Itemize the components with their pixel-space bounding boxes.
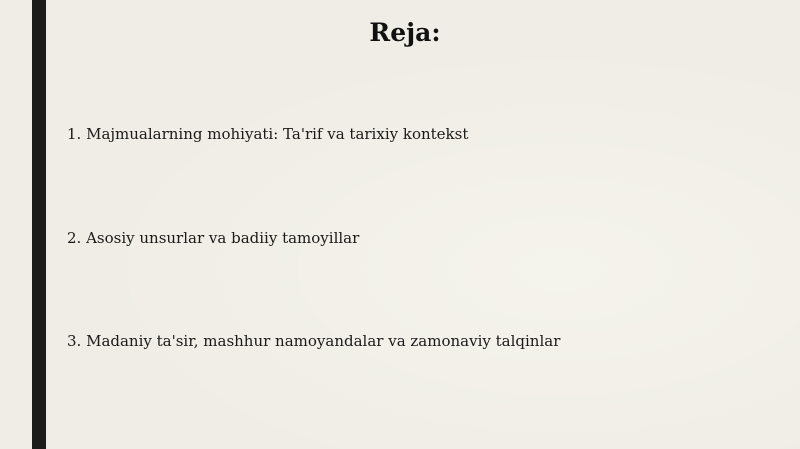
plan-item-1: 1. Majmualarning mohiyati: Ta'rif va tarixiy kontekst — [67, 125, 469, 143]
plan-item-2: 2. Asosiy unsurlar va badiiy tamoyillar — [67, 229, 360, 247]
left-accent-bar — [32, 0, 46, 449]
plan-item-3: 3. Madaniy ta'sir, mashhur namoyandalar va zamonaviy talqinlar — [67, 332, 561, 350]
slide-title: Reja: — [369, 18, 441, 47]
